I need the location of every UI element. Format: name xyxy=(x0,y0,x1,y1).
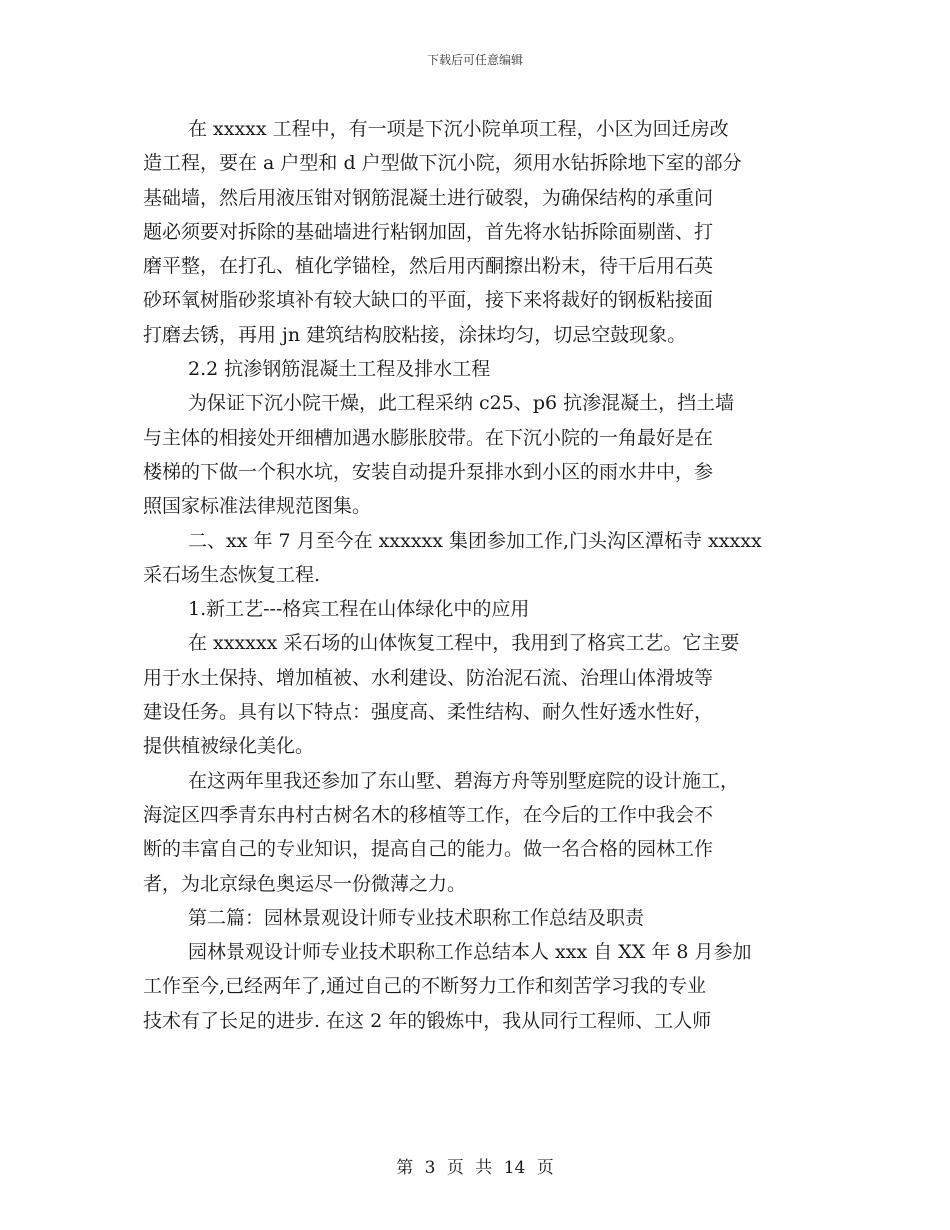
text-line: 砂环氧树脂砂浆填补有较大缺口的平面，接下来将裁好的钢板粘接面 xyxy=(143,289,714,312)
text-line: 楼梯的下做一个积水坑，安装自动提升泵排水到小区的雨水井中，参 xyxy=(143,460,714,483)
text-line: 造工程，要在 a 户型和 d 户型做下沉小院，须用水钻拆除地下室的部分 xyxy=(143,152,742,175)
text-line: 磨平整，在打孔、植化学锚栓，然后用丙酮擦出粉末，待干后用石英 xyxy=(143,255,714,278)
document-body xyxy=(143,112,818,1038)
page-header: 下载后可任意编辑 xyxy=(426,53,523,67)
page-footer: 第 3 页 共 14 页 xyxy=(396,1158,554,1178)
text-line: 与主体的相接处开细槽加遇水膨胀胶带。在下沉小院的一角最好是在 xyxy=(143,426,714,449)
text-line: 打磨去锈，再用 jn 建筑结构胶粘接，涂抹均匀，切忌空鼓现象。 xyxy=(143,323,687,346)
text-line: 提供植被绿化美化。 xyxy=(143,735,315,758)
text-line: 者，为北京绿色奥运尽一份微薄之力。 xyxy=(143,872,467,895)
text-line: 断的丰富自己的专业知识，提高自己的能力。做一名合格的园林工作 xyxy=(143,838,714,861)
text-line: 园林景观设计师专业技术职称工作总结本人 xxx 自 XX 年 8 月参加 xyxy=(188,941,752,964)
text-line: 照国家标准法律规范图集。 xyxy=(143,495,372,518)
text-line: 用于水土保持、增加植被、水利建设、防治泥石流、治理山体滑坡等 xyxy=(143,666,714,689)
text-line: 题必须要对拆除的基础墙进行粘钢加固，首先将水钻拆除面剔凿、打 xyxy=(143,220,714,243)
text-line: 1.新工艺---格宾工程在山体绿化中的应用 xyxy=(188,598,530,621)
text-line: 海淀区四季青东冉村古树名木的移植等工作，在今后的工作中我会不 xyxy=(143,803,714,826)
text-line: 在 xxxxx 工程中，有一项是下沉小院单项工程，小区为回迁房改 xyxy=(188,118,729,140)
text-line: 工作至今,已经两年了,通过自己的不断努力工作和刻苦学习我的专业 xyxy=(143,975,707,998)
text-line: 第二篇：园林景观设计师专业技术职称工作总结及职责 xyxy=(188,906,645,929)
text-line: 在 xxxxxx 采石场的山体恢复工程中，我用到了格宾工艺。它主要 xyxy=(188,632,740,655)
text-line: 采石场生态恢复工程. xyxy=(143,563,321,586)
text-line: 建设任务。具有以下特点：强度高、柔性结构、耐久性好透水性好， xyxy=(143,701,714,724)
text-line: 技术有了长足的进步. 在这 2 年的锻炼中，我从同行工程师、工人师 xyxy=(143,1009,712,1032)
text-line: 二、xx 年 7 月至今在 xxxxxx 集团参加工作,门头沟区潭柘寺 xxxxx xyxy=(188,529,762,552)
text-line: 基础墙，然后用液压钳对钢筋混凝土进行破裂，为确保结构的承重问 xyxy=(143,186,714,209)
text-line: 为保证下沉小院干燥，此工程采纳 c25、p6 抗渗混凝土，挡土墙 xyxy=(188,392,735,415)
text-line: 在这两年里我还参加了东山墅、碧海方舟等别墅庭院的设计施工， xyxy=(188,769,740,792)
text-line: 2.2 抗渗钢筋混凝土工程及排水工程 xyxy=(188,358,491,381)
